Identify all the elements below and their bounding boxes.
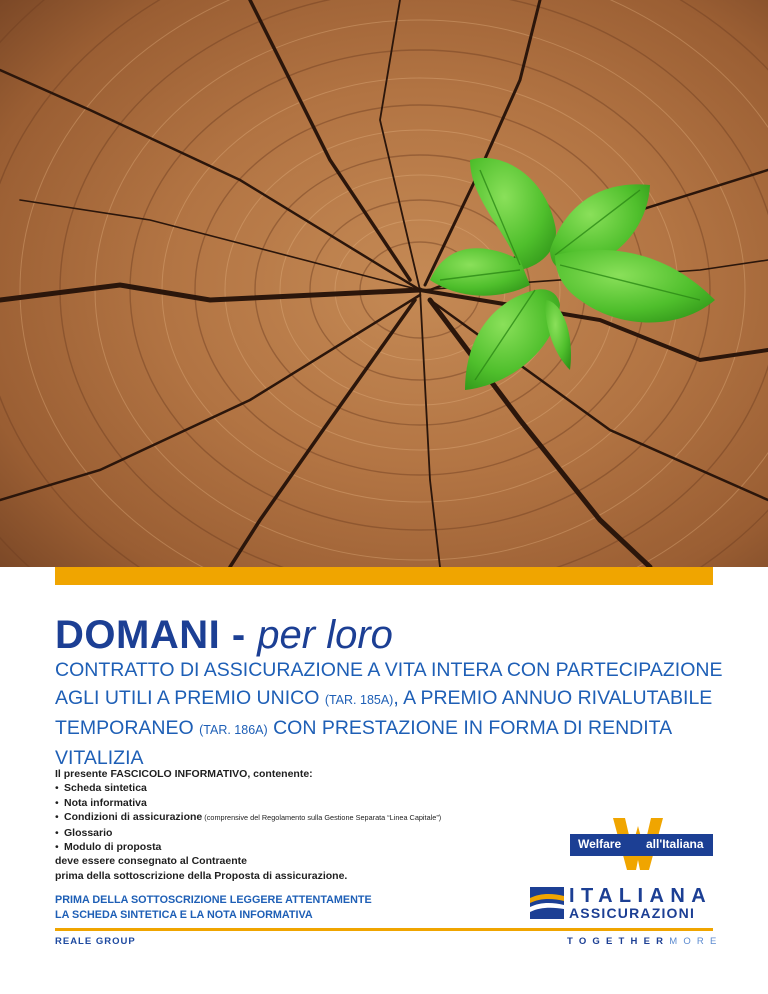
welfare-badge bbox=[570, 818, 713, 870]
logo-mark-icon bbox=[530, 887, 564, 919]
fascicolo-contents bbox=[55, 767, 441, 883]
title-separator: - bbox=[220, 613, 258, 657]
list-item bbox=[55, 781, 441, 795]
bullet: • bbox=[55, 782, 59, 795]
warning-line-2: LA SCHEDA SINTETICA E LA NOTA INFORMATIVA bbox=[55, 909, 313, 921]
reading-warning bbox=[55, 893, 372, 923]
logo-name-2: ASSICURAZIONI bbox=[569, 905, 696, 921]
subtitle-line-3-b: CON PRESTAZIONE IN FORMA DI RENDITA VITALIZIA bbox=[55, 717, 672, 769]
title-sub: per loro bbox=[257, 613, 393, 657]
tagline bbox=[567, 936, 723, 947]
subtitle-line-3-a: TEMPORANEO bbox=[55, 717, 200, 739]
bullet: • bbox=[55, 826, 59, 839]
list-item-note: (comprensive del Regolamento sulla Gestione Separata “Linea Capitale”) bbox=[202, 813, 442, 823]
list-item-label: Nota informativa bbox=[64, 796, 147, 809]
tagline-more: MORE bbox=[669, 936, 723, 947]
list-item bbox=[55, 840, 441, 854]
subtitle-line-3 bbox=[55, 714, 735, 772]
tariff-185a: (TAR. 185A) bbox=[324, 693, 394, 707]
list-item-label: Scheda sintetica bbox=[64, 782, 147, 795]
bullet: • bbox=[55, 841, 59, 854]
tagline-together: TOGETHER bbox=[567, 936, 670, 947]
list-item bbox=[55, 796, 441, 810]
bottom-rule bbox=[55, 928, 713, 931]
title-main: DOMANI bbox=[55, 613, 221, 657]
tariff-186a: (TAR. 186A) bbox=[199, 723, 268, 737]
fascicolo-outro-1: deve essere consegnato al Contraente bbox=[55, 855, 247, 868]
fascicolo-intro: Il presente FASCICOLO INFORMATIVO, contenente: bbox=[55, 768, 313, 780]
subtitle-line-2 bbox=[55, 684, 735, 714]
list-item-label: Glossario bbox=[64, 826, 113, 839]
subtitle-line-1: CONTRATTO DI ASSICURAZIONE A VITA INTERA CON PARTECIPAZIONE bbox=[55, 659, 723, 681]
bullet: • bbox=[55, 811, 59, 824]
warning-line-1: PRIMA DELLA SOTTOSCRIZIONE LEGGERE ATTENTAMENTE bbox=[55, 894, 372, 906]
group-label: REALE GROUP bbox=[55, 936, 136, 947]
welfare-right-label: all'Italiana bbox=[646, 837, 704, 851]
list-item bbox=[55, 810, 441, 825]
logo-name-1: ITALIANA bbox=[569, 885, 713, 907]
bullet: • bbox=[55, 796, 59, 809]
list-item bbox=[55, 826, 441, 840]
list-item-label: Condizioni di assicurazione bbox=[64, 811, 203, 824]
welfare-left-label: Welfare bbox=[578, 837, 622, 851]
subtitle-line-2-b: , A PREMIO ANNUO RIVALUTABILE bbox=[393, 687, 713, 709]
product-description bbox=[55, 656, 735, 772]
fascicolo-outro-2: prima della sottoscrizione della Proposta di assicurazione. bbox=[55, 869, 348, 882]
italiana-logo bbox=[530, 885, 715, 921]
subtitle-line-2-a: AGLI UTILI A PREMIO UNICO bbox=[55, 687, 325, 709]
product-title bbox=[55, 612, 393, 658]
accent-bar bbox=[55, 567, 713, 585]
list-item-label: Modulo di proposta bbox=[64, 841, 162, 854]
